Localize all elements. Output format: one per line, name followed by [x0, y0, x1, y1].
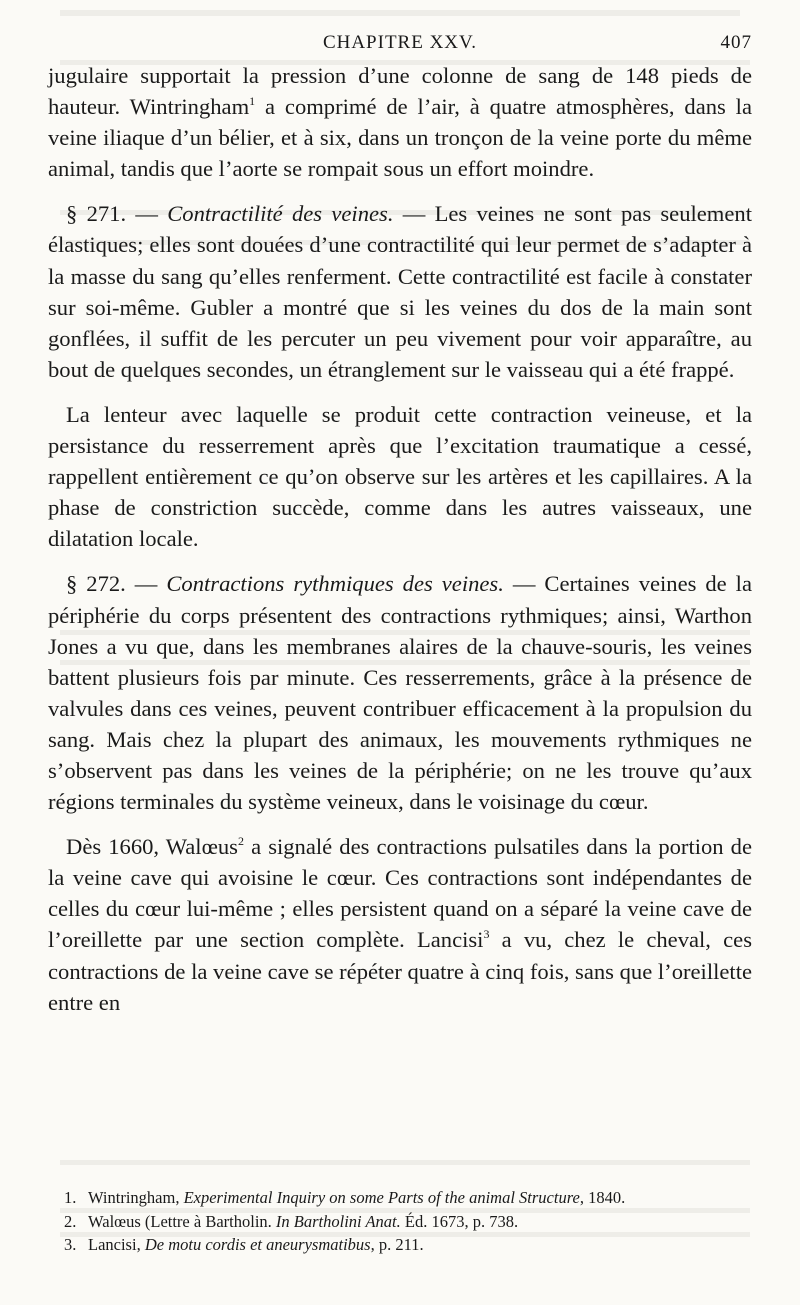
section-271: § 271. — Contractilité des veines. — Les veines ne sont pas seulement élastiques; elles sont douées d’une contractilité qui leur permet de s’adapter à la masse du sang qu’elles renferment. Cette contractilité est facile à constater sur soi-même. Gubler a montré que si les veines du dos de la main sont gonflées, il suffit de les percuter un peu vivement pour voir apparaître, au bout de quelques secondes, un étranglement sur le vaisseau qui a été frappé. — [48, 201, 752, 382]
footnote-ref-1[interactable]: 1 — [249, 94, 256, 109]
footnotes — [48, 1186, 752, 1257]
footnote-ref-3[interactable]: 3 — [483, 927, 490, 942]
footnote-2: 2. Walœus (Lettre à Bartholin. In Bartholini Anat. Éd. 1673, p. 738. — [64, 1211, 519, 1231]
body-text — [48, 60, 752, 1018]
section-number: § 272. — — [66, 571, 167, 597]
footnote-3: 3. Lancisi, De motu cordis et aneurysmatibus, p. 211. — [64, 1235, 424, 1255]
footnote-ref-2[interactable]: 2 — [237, 834, 244, 849]
section-272: § 272. — Contractions rythmiques des veines. — Certaines veines de la périphérie du corps présentent des contractions rythmiques; ainsi, Warthon Jones a vu que, dans les membranes alaires de la chauve-souris, les veines battent plusieurs fois par minute. Ces resserrements, grâce à la présence de valvules dans ces veines, peuvent contribuer efficacement à la propulsion du sang. Mais chez la plupart des animaux, les mouvements rythmiques ne s’observent pas dans les veines de la périphérie; on ne les trouve qu’aux régions terminales du système veineux, dans le voisinage du cœur. — [48, 571, 752, 815]
section-number: § 271. — — [66, 201, 168, 227]
chapter-heading: CHAPITRE XXV. — [322, 32, 478, 53]
paragraph-1660: Dès 1660, Walœus$^2$ a signalé des contractions pulsatiles dans la portion de la veine cave qui avoisine le cœur. Ces contractions sont indépendantes de celles du cœur lui-même ; elles persistent quand on a séparé la veine cave de l’oreillette par une section complète. Lancisi$^3$ a vu, chez le cheval, ces contractions de la veine cave se répéter quatre à cinq fois, sans que l’oreillette entre en — [48, 834, 753, 1015]
section-title: Contractions rythmiques des veines. — [166, 571, 504, 597]
footnote-1: 1. Wintringham, Experimental Inquiry on some Parts of the animal Structure, 1840. — [64, 1188, 626, 1207]
book-page — [48, 32, 752, 1018]
paragraph-lenteur: La lenteur avec laquelle se produit cette contraction veineuse, et la persistance du resserrement après que l’excitation traumatique a cessé, rappellent entièrement ce qu’on observe sur les artères et les capillaires. A la phase de constriction succède, comme dans les autres vaisseaux, une dilatation locale. — [48, 401, 752, 552]
section-title: Contractilité des veines. — [167, 201, 394, 227]
page-number: 407 — [720, 32, 752, 53]
running-head — [48, 32, 752, 60]
paragraph-continued: jugulaire supportait la pression d’une colonne de sang de 148 pieds de hauteur. Wintringham$^1$ a comprimé de l’air, à quatre atmosphères, dans la veine iliaque d’un bélier, et à six, dans un tronçon de la veine porte du même animal, tandis que l’aorte se rompait sous un effort moindre. — [48, 63, 752, 182]
